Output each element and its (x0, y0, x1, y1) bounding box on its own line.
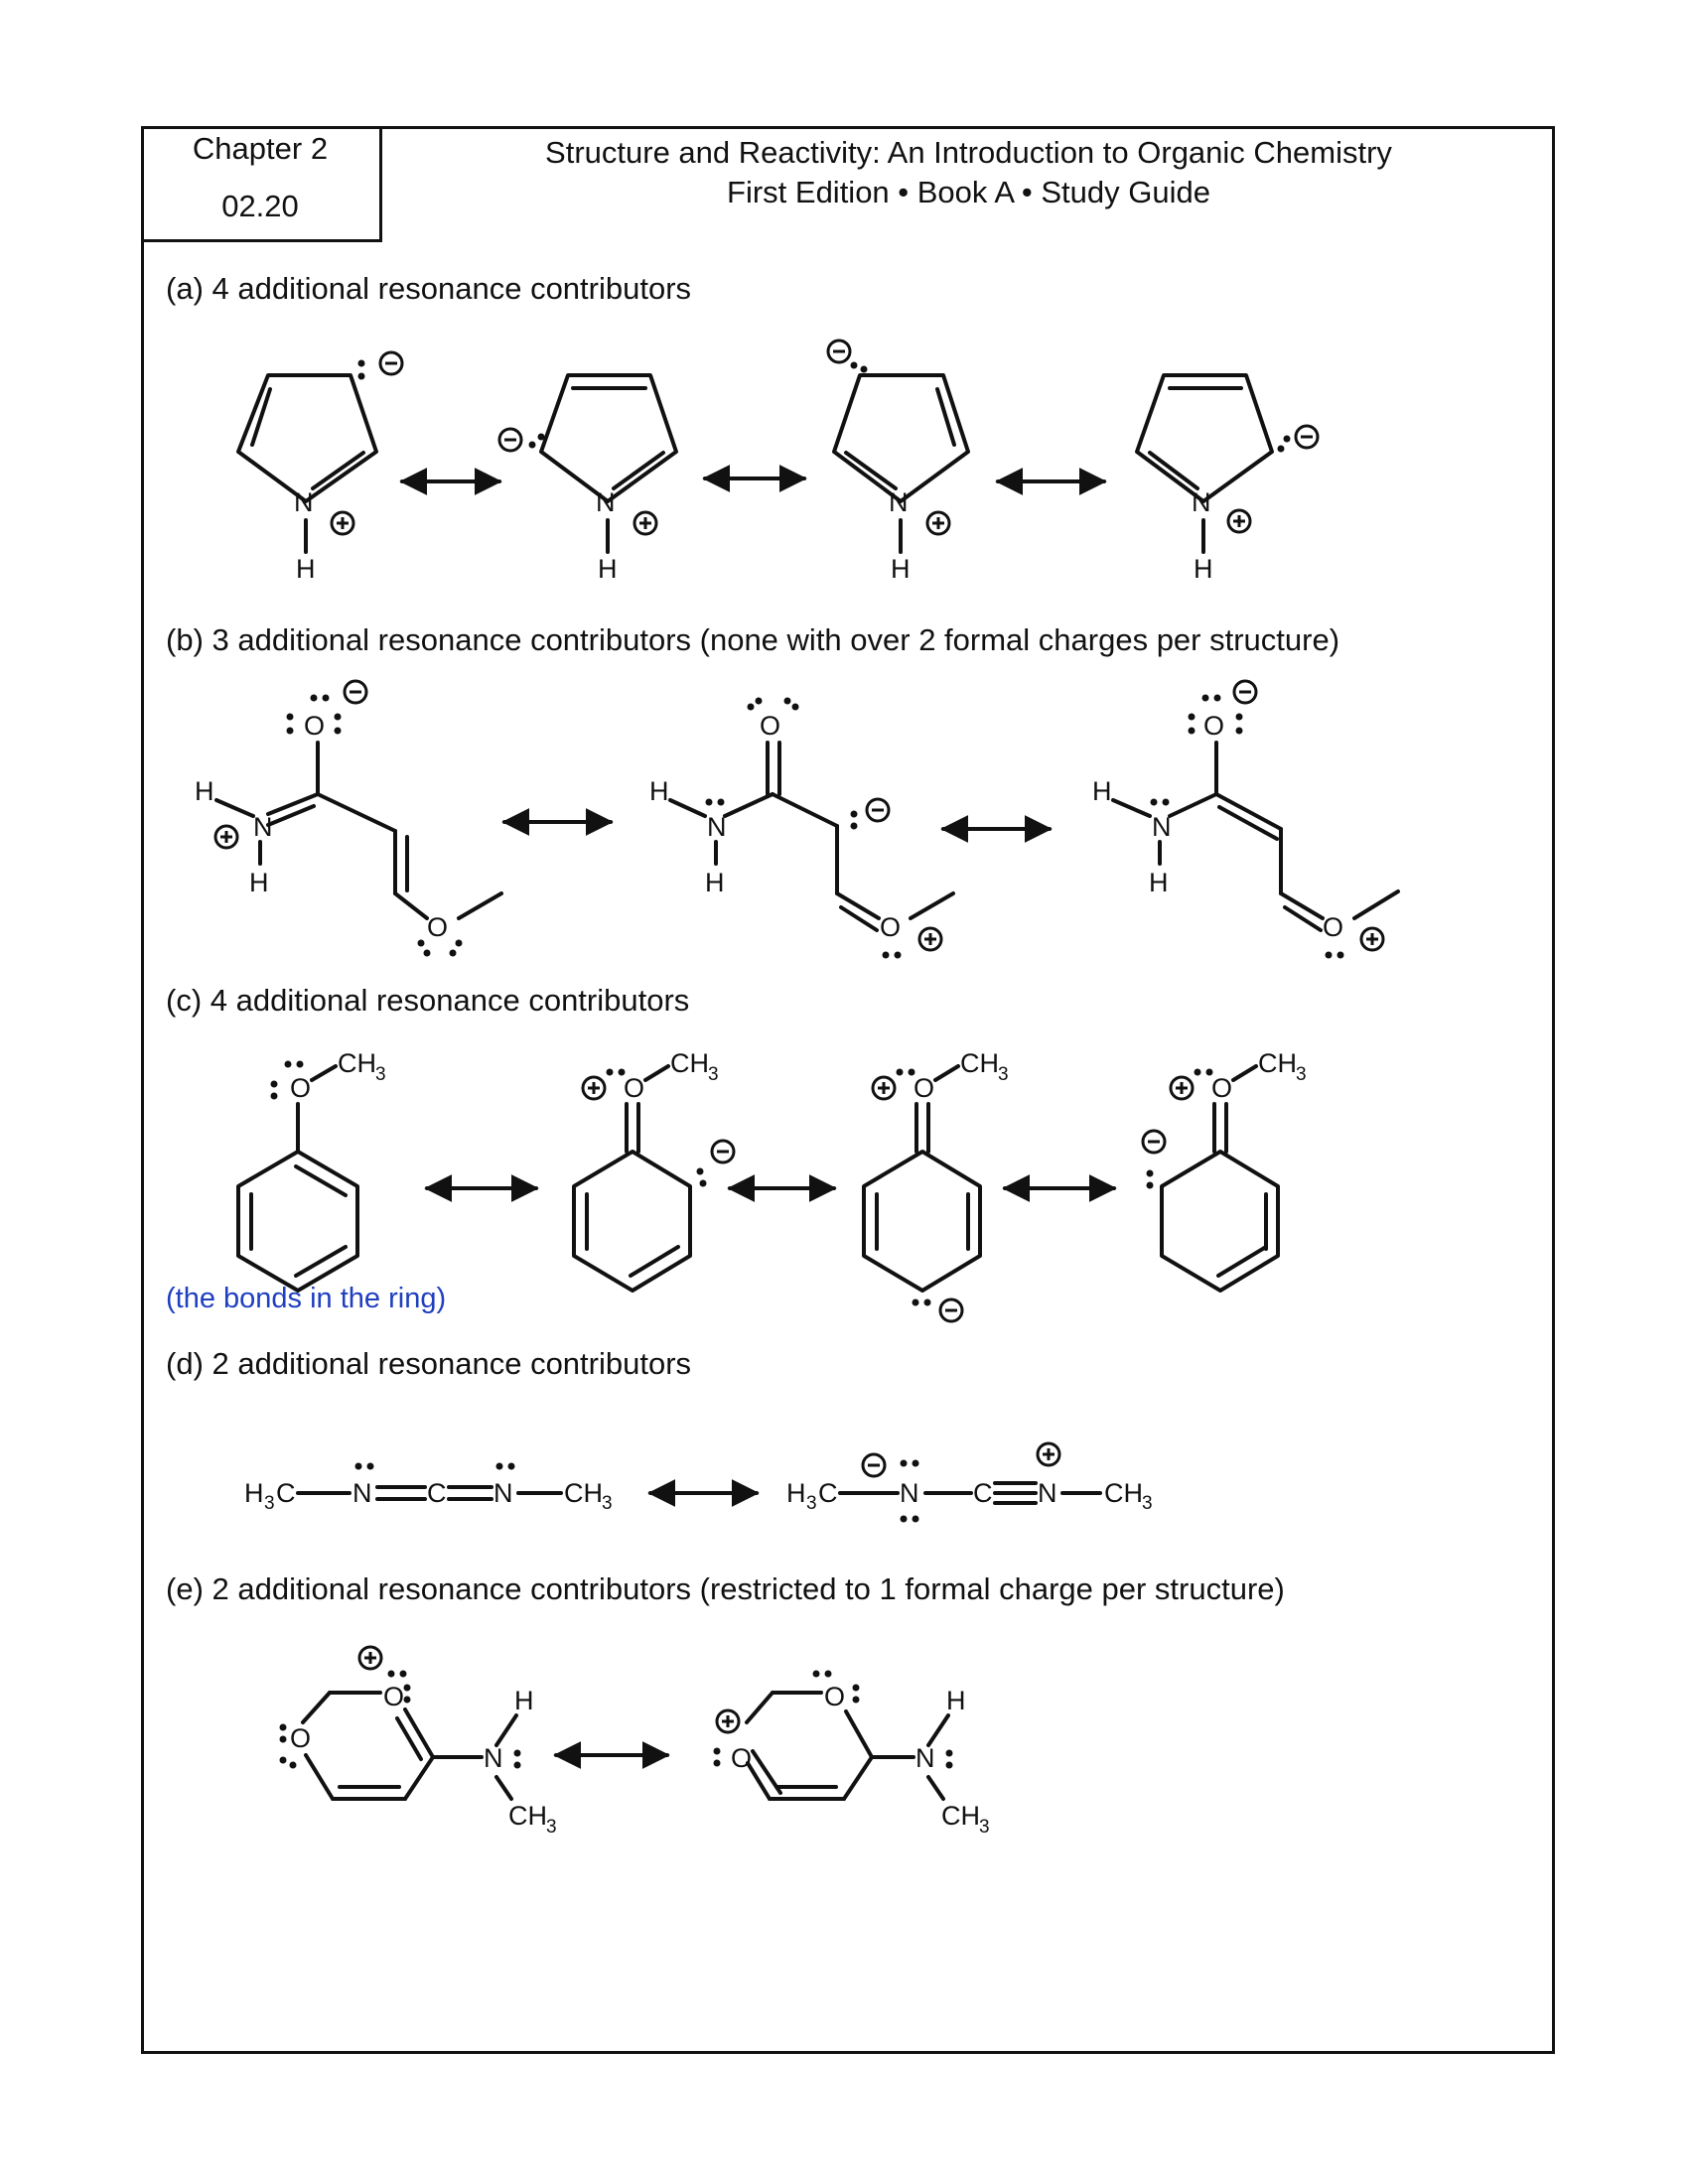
plus-charge (927, 512, 949, 534)
minus-charge (499, 429, 521, 451)
plus-charge (1228, 510, 1250, 532)
minus-charge (1296, 426, 1318, 448)
atom-N: N (1192, 487, 1211, 517)
methyl-C: C (276, 1478, 296, 1508)
plus-charge (1171, 1077, 1193, 1099)
atom-H: H (946, 1686, 966, 1715)
structure-a3 (828, 341, 968, 584)
section-a-heading: (a) 4 additional resonance contributors (166, 271, 692, 306)
structure-c2 (574, 1048, 734, 1291)
atom-O: O (304, 711, 326, 741)
methyl-H: H (244, 1478, 264, 1508)
atom-C: C (973, 1478, 993, 1508)
atom-H: H (1149, 868, 1169, 897)
atom-N: N (596, 487, 616, 517)
plus-charge (583, 1077, 605, 1099)
structure-b2 (649, 698, 953, 959)
atom-N: N (1038, 1478, 1057, 1508)
atom-O: O (624, 1073, 645, 1103)
methyl-CH: CH (508, 1801, 547, 1831)
atom-O: O (1211, 1073, 1233, 1103)
atom-N: N (889, 487, 909, 517)
atom-N: N (253, 812, 273, 842)
atom-H: H (598, 554, 618, 584)
structure-e1 (280, 1647, 557, 1838)
plus-charge (1038, 1443, 1059, 1465)
subscript-3: 3 (602, 1493, 613, 1514)
atom-O: O (914, 1073, 935, 1103)
subscript-3: 3 (979, 1817, 990, 1838)
subscript-3: 3 (546, 1817, 557, 1838)
atom-H: H (249, 868, 269, 897)
structure-a4 (1137, 375, 1318, 584)
atom-N: N (900, 1478, 919, 1508)
structure-e2 (714, 1671, 990, 1839)
plus-charge (332, 512, 353, 534)
section-c-note: (the bonds in the ring) (166, 1283, 447, 1314)
methyl-H: H (786, 1478, 806, 1508)
atom-N: N (707, 812, 727, 842)
minus-charge (828, 341, 850, 362)
atom-H: H (1092, 776, 1112, 806)
problem-number: 02.20 (221, 189, 299, 223)
atom-O: O (731, 1743, 753, 1773)
atom-H: H (1194, 554, 1213, 584)
methyl-CH: CH (564, 1478, 603, 1508)
section-e-heading: (e) 2 additional resonance contributors (restricted to 1 formal charge per structure) (166, 1571, 1285, 1606)
atom-O: O (1323, 912, 1344, 942)
plus-charge (717, 1710, 739, 1732)
plus-charge (919, 928, 941, 950)
methyl-CH: CH (1104, 1478, 1143, 1508)
atom-N: N (352, 1478, 372, 1508)
subscript-3: 3 (1296, 1064, 1307, 1085)
atom-O: O (383, 1682, 405, 1711)
section-c-heading: (c) 4 additional resonance contributors (166, 983, 690, 1018)
atom-N: N (294, 487, 314, 517)
atom-O: O (290, 1723, 312, 1753)
methyl-CH: CH (941, 1801, 980, 1831)
chapter-label: Chapter 2 (192, 131, 329, 166)
minus-charge (345, 681, 366, 703)
atom-H: H (649, 776, 669, 806)
atom-H: H (195, 776, 214, 806)
minus-charge (867, 799, 889, 821)
subscript-3: 3 (998, 1064, 1009, 1085)
atom-O: O (427, 912, 449, 942)
atom-O: O (290, 1073, 312, 1103)
structure-b1 (195, 681, 501, 957)
methyl-CH: CH (1258, 1048, 1297, 1078)
structure-a2 (499, 375, 676, 584)
atom-H: H (296, 554, 316, 584)
plus-charge (359, 1647, 381, 1669)
section-b-heading: (b) 3 additional resonance contributors (none with over 2 formal charges per structure) (166, 622, 1340, 657)
plus-charge (215, 826, 237, 848)
subscript-3: 3 (264, 1493, 275, 1514)
plus-charge (1361, 928, 1383, 950)
atom-H: H (514, 1686, 534, 1715)
methyl-CH: CH (960, 1048, 999, 1078)
atom-N: N (484, 1743, 503, 1773)
structure-d1 (244, 1463, 613, 1515)
minus-charge (1143, 1131, 1165, 1153)
minus-charge (712, 1141, 734, 1162)
atom-O: O (880, 912, 902, 942)
atom-N: N (493, 1478, 513, 1508)
structure-c3 (864, 1048, 1009, 1321)
subscript-3: 3 (806, 1493, 817, 1514)
structure-c1 (238, 1048, 386, 1291)
subscript-3: 3 (708, 1064, 719, 1085)
minus-charge (1234, 681, 1256, 703)
book-edition: First Edition • Book A • Study Guide (727, 175, 1210, 209)
methyl-CH: CH (670, 1048, 709, 1078)
atom-C: C (427, 1478, 447, 1508)
atom-O: O (760, 711, 781, 741)
minus-charge (863, 1454, 885, 1476)
atom-O: O (824, 1682, 846, 1711)
structure-c4 (1143, 1048, 1307, 1291)
atom-H: H (891, 554, 911, 584)
atom-H: H (705, 868, 725, 897)
methyl-CH: CH (338, 1048, 376, 1078)
subscript-3: 3 (1142, 1493, 1153, 1514)
structure-b3 (1092, 681, 1398, 959)
atom-N: N (915, 1743, 935, 1773)
book-title: Structure and Reactivity: An Introduction to Organic Chemistry (545, 135, 1392, 170)
plus-charge (634, 512, 656, 534)
subscript-3: 3 (375, 1064, 386, 1085)
atom-N: N (1152, 812, 1172, 842)
plus-charge (873, 1077, 895, 1099)
minus-charge (940, 1299, 962, 1321)
structure-a1 (238, 352, 402, 584)
minus-charge (380, 352, 402, 374)
methyl-C: C (818, 1478, 838, 1508)
section-d-heading: (d) 2 additional resonance contributors (166, 1346, 692, 1381)
structure-d2 (786, 1443, 1153, 1523)
atom-O: O (1203, 711, 1225, 741)
